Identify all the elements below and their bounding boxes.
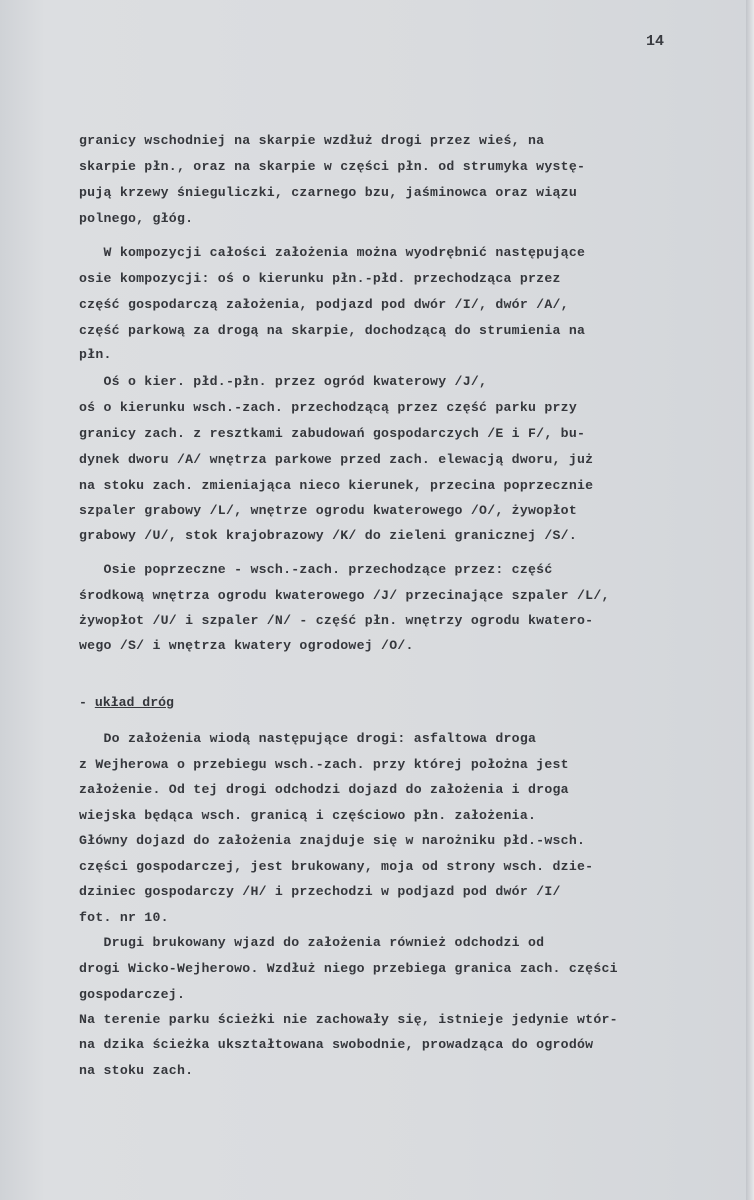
text-line: szpaler grabowy /L/, wnętrze ogrodu kwaterowego /O/, żywopłot [79,503,577,518]
heading-dash: - [79,695,95,710]
text-line: fot. nr 10. [79,910,169,925]
text-line: grabowy /U/, stok krajobrazowy /K/ do zieleni granicznej /S/. [79,528,577,543]
text-line: część gospodarczą założenia, podjazd pod dwór /I/, dwór /A/, [79,297,569,312]
text-line: Główny dojazd do założenia znajduje się w narożniku płd.-wsch. [79,833,586,848]
text-line: granicy wschodniej na skarpie wzdłuż drogi przez wieś, na [79,133,545,148]
page-number: 14 [646,33,665,50]
text-line: część parkową za drogą na skarpie, dochodzącą do strumienia na [79,323,586,338]
text-line: dynek dworu /A/ wnętrza parkowe przed zach. elewacją dworu, już [79,452,594,467]
heading-text: układ dróg [94,695,174,710]
text-line: Oś o kier. płd.-płn. przez ogród kwaterowy /J/, [79,374,488,389]
text-line: na stoku zach. zmieniająca nieco kierunek, przecina poprzecznie [79,478,594,493]
text-line: na dzika ścieżka ukształtowana swobodnie, prowadząca do ogrodów [79,1037,594,1052]
text-line: pują krzewy śnieguliczki, czarnego bzu, jaśminowca oraz wiązu [79,185,577,200]
text-line: W kompozycji całości założenia można wyodrębnić następujące [79,245,586,260]
text-line: Osie poprzeczne - wsch.-zach. przechodzące przez: część [79,562,553,577]
text-line: Na terenie parku ścieżki nie zachowały się, istnieje jedynie wtór- [79,1012,618,1027]
text-line: z Wejherowa o przebiegu wsch.-zach. przy której położna jest [79,757,569,772]
text-line: płn. [79,347,112,362]
text-line: granicy zach. z resztkami zabudowań gospodarczych /E i F/, bu- [79,426,586,441]
text-line: Drugi brukowany wjazd do założenia również odchodzi od [79,935,545,950]
text-line: części gospodarczej, jest brukowany, moja od strony wsch. dzie- [79,859,594,874]
text-line: założenie. Od tej drogi odchodzi dojazd do założenia i droga [79,782,569,797]
text-line: wego /S/ i wnętrza kwatery ogrodowej /O/. [79,638,414,653]
text-line: na stoku zach. [79,1063,194,1078]
text-line: polnego, głóg. [79,211,194,226]
text-line: osie kompozycji: oś o kierunku płn.-płd. przechodząca przez [79,271,561,286]
text-line: wiejska będąca wsch. granicą i częściowo płn. założenia. [79,808,537,823]
text-line: środkową wnętrza ogrodu kwaterowego /J/ przecinające szpaler /L/, [79,588,610,603]
text-line: drogi Wicko-Wejherowo. Wzdłuż niego przebiega granica zach. części [79,961,618,976]
text-line: oś o kierunku wsch.-zach. przechodzącą przez część parku przy [79,400,577,415]
text-line: żywopłot /U/ i szpaler /N/ - część płn. wnętrzy ogrodu kwatero- [79,613,594,628]
section-heading [79,695,174,710]
text-line: Do założenia wiodą następujące drogi: asfaltowa droga [79,731,537,746]
text-line: gospodarczej. [79,987,186,1002]
text-line: dziniec gospodarczy /H/ i przechodzi w podjazd pod dwór /I/ [79,884,561,899]
page-edge-shadow [746,0,754,1200]
text-line: skarpie płn., oraz na skarpie w części płn. od strumyka wystę- [79,159,586,174]
